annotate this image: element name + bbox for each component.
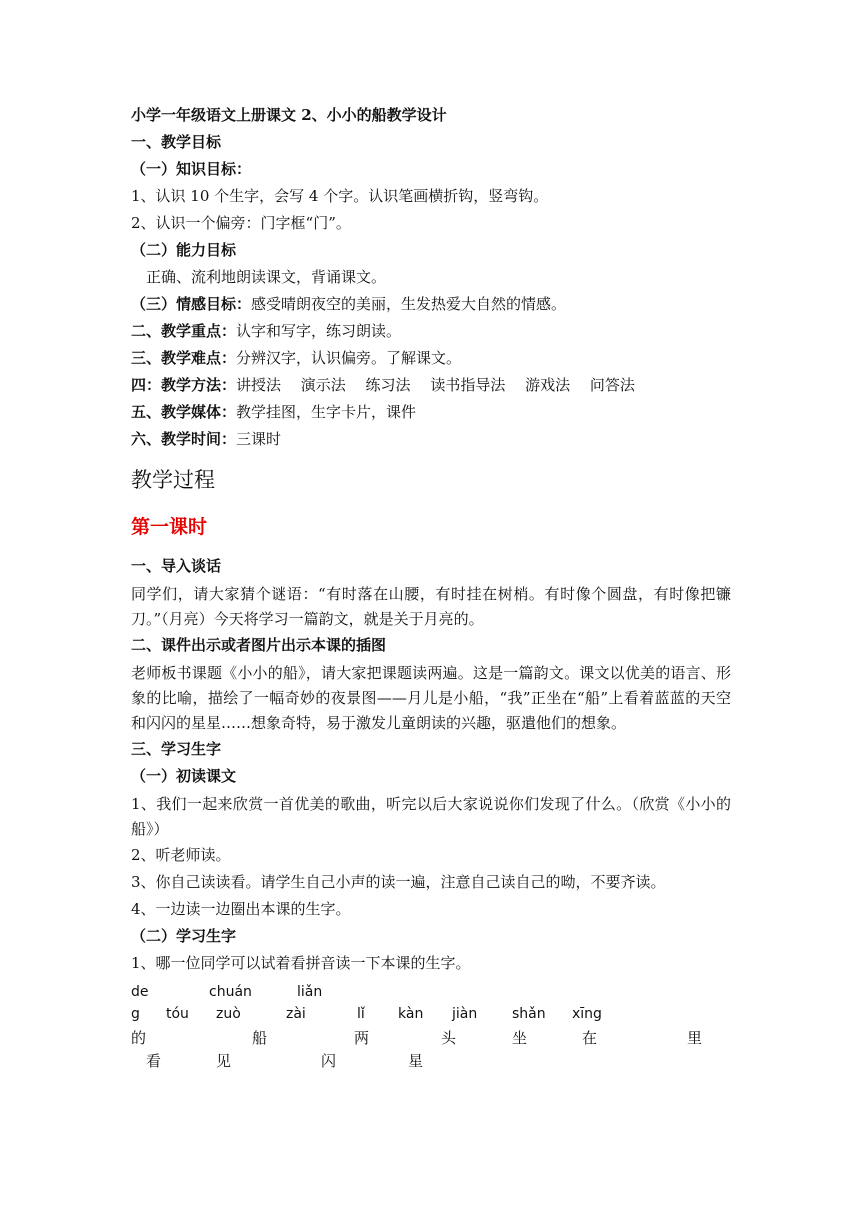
first-read-label: （一）初读课文: [131, 767, 237, 785]
section1-text: 同学们，请大家猜个谜语：“有时落在山腰，有时挂在树梢。有时像个圆盘，有时像把镰刀。”（月亮）今天将学习一篇韵文，就是关于月亮的。: [131, 585, 731, 628]
character: 里: [687, 1029, 703, 1047]
character: 星: [408, 1052, 424, 1070]
character: 坐: [512, 1029, 528, 1047]
section2-text: 老师板书课题《小小的船》，请大家把课题读两遍。这是一篇韵文。课文以优美的语言、形象的比喻，描绘了一幅奇妙的夜景图——月儿是小船，“我”正坐在“船”上看着蓝蓝的天空和闪闪的星星……想象奇特，易于激发儿童朗读的兴趣，驱遣他们的想象。: [131, 664, 731, 732]
methods-label: 四：教学方法：: [131, 376, 237, 394]
media: [131, 401, 731, 428]
key-points-label: 二、教学重点：: [131, 322, 237, 340]
knowledge-item: 1、认识 10 个生字，会写 4 个字。认识笔画横折钩，竖弯钩。: [131, 187, 549, 205]
section2-heading: 二、课件出示或者图片出示本课的插图: [131, 636, 387, 654]
first-read-item: 2、听老师读。: [131, 846, 231, 864]
difficulties-label: 三、教学难点：: [131, 349, 237, 367]
difficulties: [131, 347, 731, 374]
pinyin-character-table: [131, 981, 731, 1077]
teaching-time-label: 六、教学时间：: [131, 430, 237, 448]
knowledge-item: 2、认识一个偏旁：门字框“门”。: [131, 214, 351, 232]
process-heading: 教学过程: [131, 468, 215, 492]
document-title: 小学一年级语文上册课文 2、小小的船教学设计: [131, 106, 447, 124]
character: 船: [252, 1029, 268, 1047]
difficulties-text: 分辨汉字，认识偏旁。了解课文。: [236, 349, 462, 367]
pinyin-syllable: tóu: [166, 1006, 189, 1022]
pinyin-syllable: g: [131, 1006, 140, 1022]
learn-chars-item: 1、哪一位同学可以试着看拼音读一下本课的生字。: [131, 954, 471, 972]
key-points-text: 认字和写字，练习朗读。: [236, 322, 402, 340]
character: 闪: [321, 1052, 337, 1070]
character: 在: [582, 1029, 598, 1047]
emotion-objective-text: 感受晴朗夜空的美丽，生发热爱大自然的情感。: [251, 295, 567, 313]
first-read-item: 3、你自己读读看。请学生自己小声的读一遍，注意自己读自己的呦，不要齐读。: [131, 873, 666, 891]
character: 头: [441, 1029, 457, 1047]
pinyin-syllable: liǎn: [297, 984, 323, 1000]
objectives-heading: 一、教学目标: [131, 133, 222, 151]
key-points: [131, 320, 731, 347]
ability-objective-text: 正确、流利地朗读课文，背诵课文。: [146, 268, 387, 286]
pinyin-syllable: de: [131, 984, 149, 1000]
character: 两: [354, 1029, 370, 1047]
methods: [131, 374, 731, 401]
media-label: 五、教学媒体：: [131, 403, 237, 421]
pinyin-syllable: shǎn: [512, 1006, 546, 1022]
pinyin-syllable: zài: [286, 1006, 306, 1022]
pinyin-syllable: xīng: [572, 1006, 602, 1022]
section3-heading: 三、学习生字: [131, 740, 222, 758]
first-read-item: 1、我们一起来欣赏一首优美的歌曲，听完以后大家说说你们发现了什么。（欣赏《小小的船》）: [131, 795, 731, 838]
pinyin-syllable: chuán: [209, 984, 252, 1000]
lesson1-heading: 第一课时: [131, 516, 208, 538]
methods-text: 讲授法 演示法 练习法 读书指导法 游戏法 问答法: [236, 376, 635, 394]
pinyin-syllable: jiàn: [452, 1006, 478, 1022]
character: 看: [146, 1052, 162, 1070]
teaching-time: [131, 428, 731, 455]
pinyin-syllable: zuò: [216, 1006, 241, 1022]
first-read-item: 4、一边读一边圈出本课的生字。: [131, 900, 351, 918]
pinyin-syllable: lǐ: [357, 1006, 365, 1022]
emotion-objective: [131, 293, 731, 320]
knowledge-objective-label: （一）知识目标：: [131, 160, 252, 178]
media-text: 教学挂图，生字卡片，课件: [236, 403, 417, 421]
learn-chars-label: （二）学习生字: [131, 927, 237, 945]
character: 的: [131, 1029, 147, 1047]
emotion-objective-label: （三）情感目标：: [131, 295, 252, 313]
document-body: [131, 104, 731, 1077]
ability-objective-label: （二）能力目标: [131, 241, 237, 259]
section1-heading: 一、导入谈话: [131, 557, 222, 575]
character: 见: [216, 1052, 232, 1070]
pinyin-syllable: kàn: [398, 1006, 424, 1022]
teaching-time-text: 三课时: [236, 430, 282, 448]
